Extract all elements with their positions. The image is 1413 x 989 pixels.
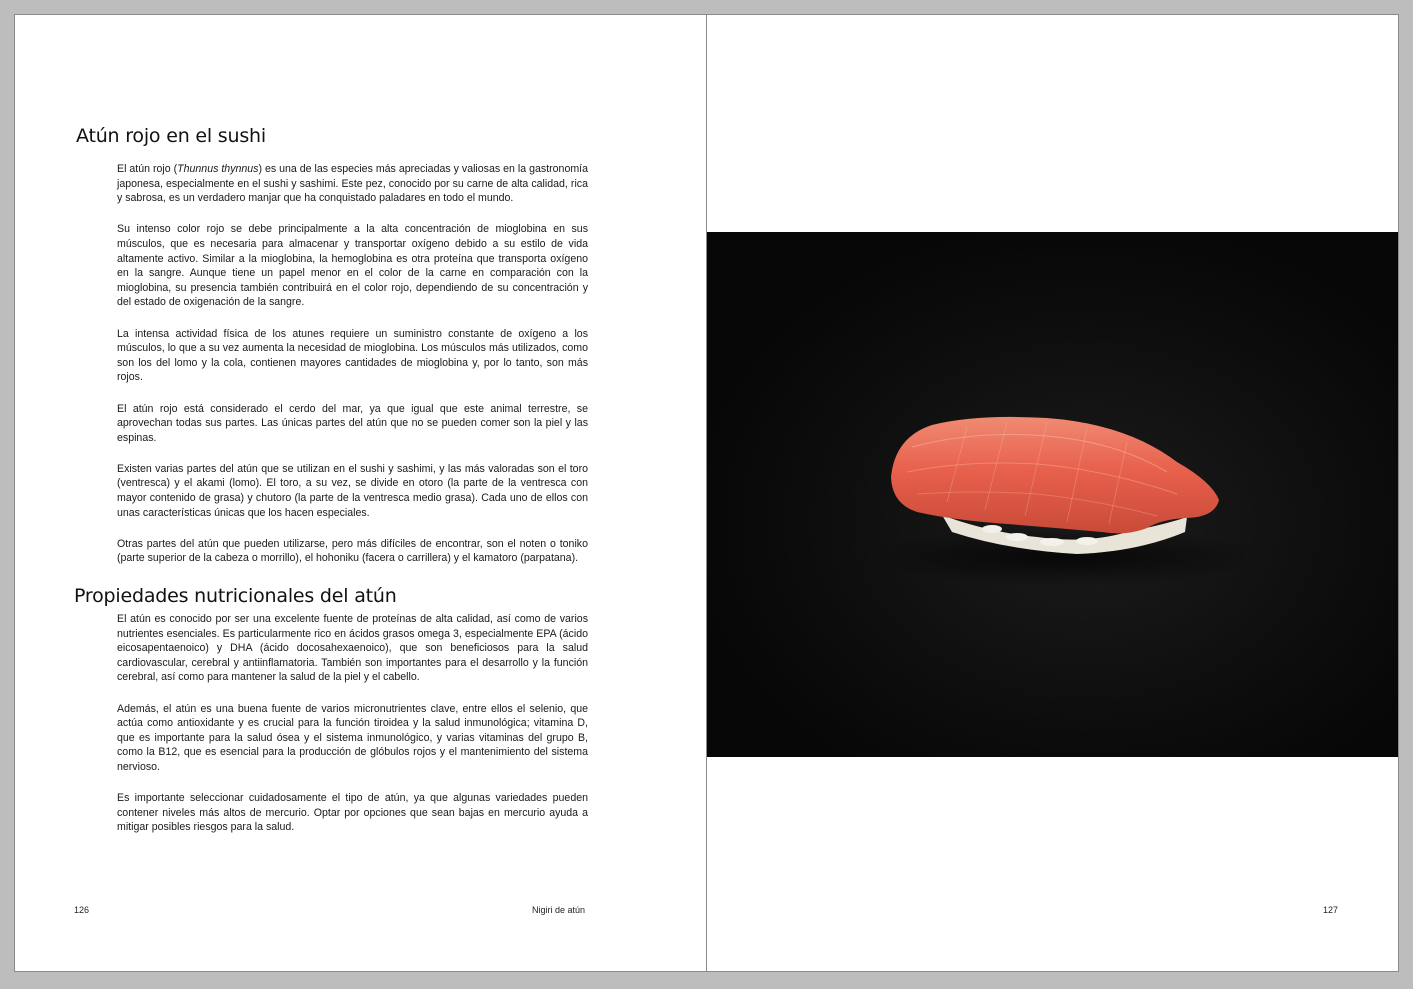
section-title-propiedades: Propiedades nutricionales del atún [74,585,397,607]
section-atun-rojo-body [117,162,588,583]
section-propiedades-body [117,612,588,852]
running-title: Nigiri de atún [531,905,585,915]
paragraph: Además, el atún es una buena fuente de varios micronutrientes clave, entre ellos el selenio, que actúa como antioxidante y es crucial para la función tiroidea y la salud inmunológica; vitamina D, que es importante para la salud ósea y el sistema inmunológico, y varias vitaminas del grupo B, como la B12, que es esencial para la producción de glóbulos rojos y el mantenimiento del sistema nervioso. [117,702,588,773]
nigiri-photo [707,232,1398,757]
left-page [14,14,707,972]
paragraph: Otras partes del atún que pueden utilizarse, pero más difíciles de encontrar, son el noten o toniko (parte superior de la cabeza o morrillo), el hohoniku (facera o carrillera) y el kamatoro (parpatana). [117,537,588,565]
paragraph: El atún rojo (Thunnus thynnus) es una de las especies más apreciadas y valiosas en la gastronomía japonesa, especialmente en el sushi y sashimi. Este pez, conocido por su carne de alta calidad, rica y sabrosa, es un verdadero manjar que ha conquistado paladares en todo el mundo. [117,163,589,205]
paragraph: El atún rojo está considerado el cerdo del mar, ya que igual que este animal terrestre, se aprovechan todas sus partes. Las únicas partes del atún que no se pueden comer son la piel y las espinas. [117,402,588,444]
right-page [706,14,1399,972]
paragraph: Es importante seleccionar cuidadosamente el tipo de atún, ya que algunas variedades pueden contener niveles más altos de mercurio. Optar por opciones que sean bajas en mercurio ayuda a mitigar posibles riesgos para la salud. [117,792,588,834]
paragraph: El atún es conocido por ser una excelente fuente de proteínas de alta calidad, así como de varios nutrientes esenciales. Es particularmente rico en ácidos grasos omega 3, especialmente EPA (ácido eicosapentaenoico) y DHA (ácido docosahexaenoico), que son beneficiosos para la salud cardiovascular, cerebral y antiinflamatoria. También son importantes para el desarrollo y la función cerebral, así como para mantener la salud de la piel y el cabello. [117,613,588,684]
scientific-name: Thunnus thynnus [177,163,259,175]
paragraph: La intensa actividad física de los atunes requiere un suministro constante de oxígeno a los músculos, lo que a su vez aumenta la necesidad de mioglobina. Los músculos más utilizados, como son los del lomo y la cola, contienen mayores cantidades de mioglobina y, por lo tanto, son más rojos. [117,327,588,384]
paragraph: Su intenso color rojo se debe principalmente a la alta concentración de mioglobina en sus músculos, que es necesaria para almacenar y transportar oxígeno debido a su estilo de vida altamente activo. Similar a la mioglobina, la hemoglobina es otra proteína que transporta oxígeno en la sangre. Aunque tiene un papel menor en el color de la carne en comparación con la mioglobina, su presencia también contribuirá en el color rojo, dependiendo de su concentración y del estado de oxigenación de la sangre. [117,223,588,309]
nigiri-illustration [707,232,1398,757]
paragraph: Existen varias partes del atún que se utilizan en el sushi y sashimi, y las más valoradas son el toro (ventresca) y el akami (lomo). El toro, a su vez, se divide en otoro (la parte de la ventresca con mayor contenido de grasa) y chutoro (la parte de la ventresca medio grasa). Cada uno de ellos con unas características únicas que los hacen especiales. [117,462,588,519]
page-number-right: 127 [1322,905,1338,915]
section-title-atun-rojo: Atún rojo en el sushi [76,125,266,147]
page-number-left: 126 [74,905,90,915]
